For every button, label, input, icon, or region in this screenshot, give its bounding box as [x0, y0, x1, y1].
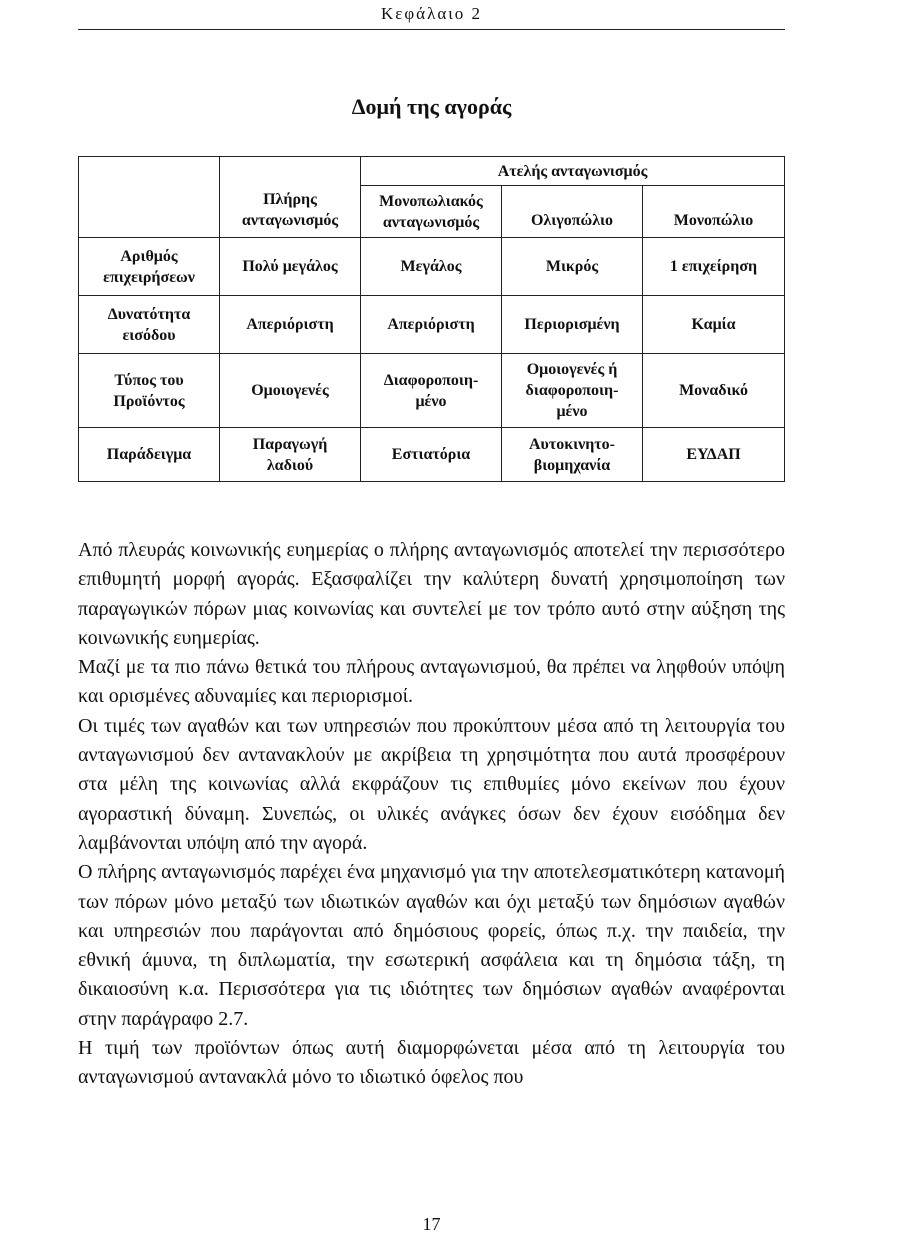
table-cell: Αυτοκινητο- βιομηχανία: [502, 428, 643, 482]
table-cell: ΕΥΔΑΠ: [643, 428, 785, 482]
column-header-perfect: Πλήρης ανταγωνισμός: [220, 157, 361, 238]
table-cell: Καμία: [643, 296, 785, 354]
table-cell: Διαφοροποιη- μένο: [361, 354, 502, 428]
paragraph: Η τιμή των προϊόντων όπως αυτή διαμορφώνεται μέσα από τη λειτουργία του ανταγωνισμού αντανακλά μόνο το ιδιωτικό όφελος που: [78, 1037, 785, 1089]
paragraph: Από πλευράς κοινωνικής ευημερίας ο πλήρης ανταγωνισμός αποτελεί την περισσότερο επιθυμητή μορφή αγοράς. Εξασφαλίζει την καλύτερη δυνατή χρησιμοποίηση των παραγωγικών πόρων μιας κοινωνίας και συντελεί με τον τρόπο αυτό στην αύξηση της κοινωνικής ευημερίας.: [78, 539, 785, 649]
table-row: [79, 428, 785, 482]
paragraph: Ο πλήρης ανταγωνισμός παρέχει ένα μηχανισμό για την αποτελεσματικότερη κατανομή των πόρων μόνο μεταξύ των ιδιωτικών αγαθών και όχι μεταξύ των δημόσιων αγαθών και υπηρεσιών που παράγονται από δημόσιους φορείς, όπως π.χ. την παιδεία, την εθνική άμυνα, τη διπλωματία, την εσωτερική ασφάλεια και τη δημόσια τάξη, τη δικαιοσύνη κ.α. Περισσότερα για τις ιδιότητες των δημόσιων αγαθών αναφέρονται στην παράγραφο 2.7.: [78, 861, 785, 1030]
table-cell: Μεγάλος: [361, 238, 502, 296]
column-header-oligopoly: Ολιγοπώλιο: [502, 186, 643, 238]
column-header-monopolistic: Μονοπωλιακός ανταγωνισμός: [361, 186, 502, 238]
column-header-monopoly: Μονοπώλιο: [643, 186, 785, 238]
body-text: [78, 536, 785, 1093]
table-body: [79, 238, 785, 482]
table-cell: Μικρός: [502, 238, 643, 296]
table-row: [79, 296, 785, 354]
paragraph: Μαζί με τα πιο πάνω θετικά του πλήρους ανταγωνισμού, θα πρέπει να ληφθούν υπόψη και ορισμένες αδυναμίες και περιορισμοί.: [78, 656, 785, 708]
table-cell: Ομοιογενές ή διαφοροποιη- μένο: [502, 354, 643, 428]
table-row: [79, 238, 785, 296]
market-structure-table: [78, 156, 785, 482]
running-header: Κεφάλαιο 2: [380, 4, 483, 23]
column-group-imperfect: Ατελής ανταγωνισμός: [361, 157, 785, 186]
table-corner-cell: [79, 157, 220, 238]
table-cell: Απεριόριστη: [220, 296, 361, 354]
table-cell: Παραγωγή λαδιού: [220, 428, 361, 482]
section-title: Δομή της αγοράς: [351, 94, 512, 119]
table-cell: 1 επιχείρηση: [643, 238, 785, 296]
table-cell: Περιορισμένη: [502, 296, 643, 354]
row-label-cell: Δυνατότητα εισόδου: [79, 296, 220, 354]
row-label-cell: Παράδειγμα: [79, 428, 220, 482]
table-cell: Πολύ μεγάλος: [220, 238, 361, 296]
table-cell: Μοναδικό: [643, 354, 785, 428]
row-label-cell: Τύπος του Προϊόντος: [79, 354, 220, 428]
header-rule: [78, 29, 785, 30]
row-label-cell: Αριθμός επιχειρήσεων: [79, 238, 220, 296]
page-number: 17: [422, 1214, 441, 1234]
table-cell: Απεριόριστη: [361, 296, 502, 354]
paragraph: Οι τιμές των αγαθών και των υπηρεσιών που προκύπτουν μέσα από τη λειτουργία του ανταγωνισμού δεν αντανακλούν με ακρίβεια τη χρησιμότητα που αυτά προσφέρουν στα μέλη της κοινωνίας αλλά εκφράζουν τις επιθυμίες μόνο εκείνων που έχουν αγοραστική δύναμη. Συνεπώς, οι υλικές ανάγκες όσων δεν έχουν εισόδημα δεν λαμβάνονται υπόψη από την αγορά.: [78, 714, 785, 854]
table-cell: Εστιατόρια: [361, 428, 502, 482]
table-cell: Ομοιογενές: [220, 354, 361, 428]
table-row: [79, 354, 785, 428]
